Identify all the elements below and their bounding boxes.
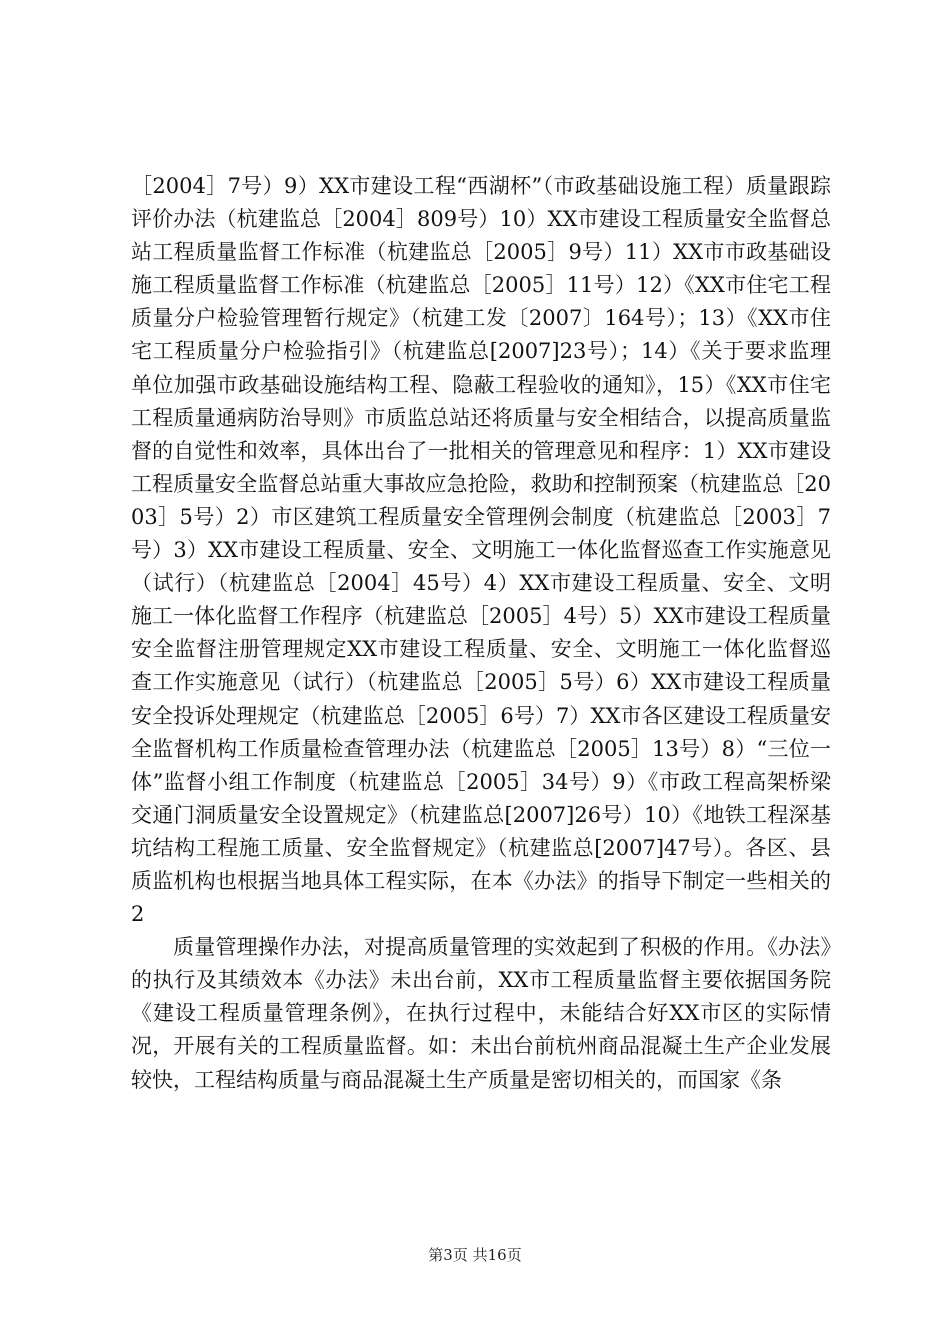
paragraph-continued: ［2004］7号）9）XX市建设工程“西湖杯”（市政基础设施工程）质量跟踪评价办法（杭建监总［2004］809号）10）XX市建设工程质量安全监督总站工程质量监督工作标准（杭建监总［2005］9号）11）XX市市政基础设施工程质量监督工作标准（杭建监总［2005］11号）12）《XX市住宅工程质量分户检验管理暂行规定》（杭建工发〔2007〕164号）；13）《XX市住宅工程质量分户检验指引》（杭建监总[2007]23号）；14）《关于要求监理单位加强市政基础设施结构工程、隐蔽工程验收的通知》，15）《XX市住宅工程质量通病防治导则》市质监总站还将质量与安全相结合，以提高质量监督的自觉性和效率，具体出台了一批相关的管理意见和程序：1）XX市建设工程质量安全监督总站重大事故应急抢险，救助和控制预案（杭建监总［2003］5号）2）市区建筑工程质量安全管理例会制度（杭建监总［2003］7号）3）XX市建设工程质量、安全、文明施工一体化监督巡查工作实施意见（试行）（杭建监总［2004］45号）4）XX市建设工程质量、安全、文明施工一体化监督工作程序（杭建监总［2005］4号）5）XX市建设工程质量安全监督注册管理规定XX市建设工程质量、安全、文明施工一体化监督巡查工作实施意见（试行）（杭建监总［2005］5号）6）XX市建设工程质量安全投诉处理规定（杭建监总［2005］6号）7）XX市各区建设工程质量安全监督机构工作质量检查管理办法（杭建监总［2005］13号）8）“三位一体”监督小组工作制度（杭建监总［2005］34号）9）《市政工程高架桥梁交通门洞质量安全设置规定》（杭建监总[2007]26号）10）《地铁工程深基坑结构工程施工质量、安全监督规定》（杭建监总[2007]47号）。各区、县质监机构也根据当地具体工程实际，在本《办法》的指导下制定一些相关的2	[131, 174, 831, 927]
paragraph-quality-management: 质量管理操作办法，对提高质量管理的实效起到了积极的作用。《办法》的执行及其绩效本《办法》未出台前，XX市工程质量监督主要依据国务院《建设工程质量管理条例》，在执行过程中，未能结合好XX市区的实际情况，开展有关的工程质量监督。如：未出台前杭州商品混凝土生产企业发展较快，工程结构质量与商品混凝土生产质量是密切相关的，而国家《条	[131, 935, 831, 1092]
page-number-footer: 第3页 共16页	[428, 1246, 522, 1264]
document-body	[131, 170, 831, 1097]
